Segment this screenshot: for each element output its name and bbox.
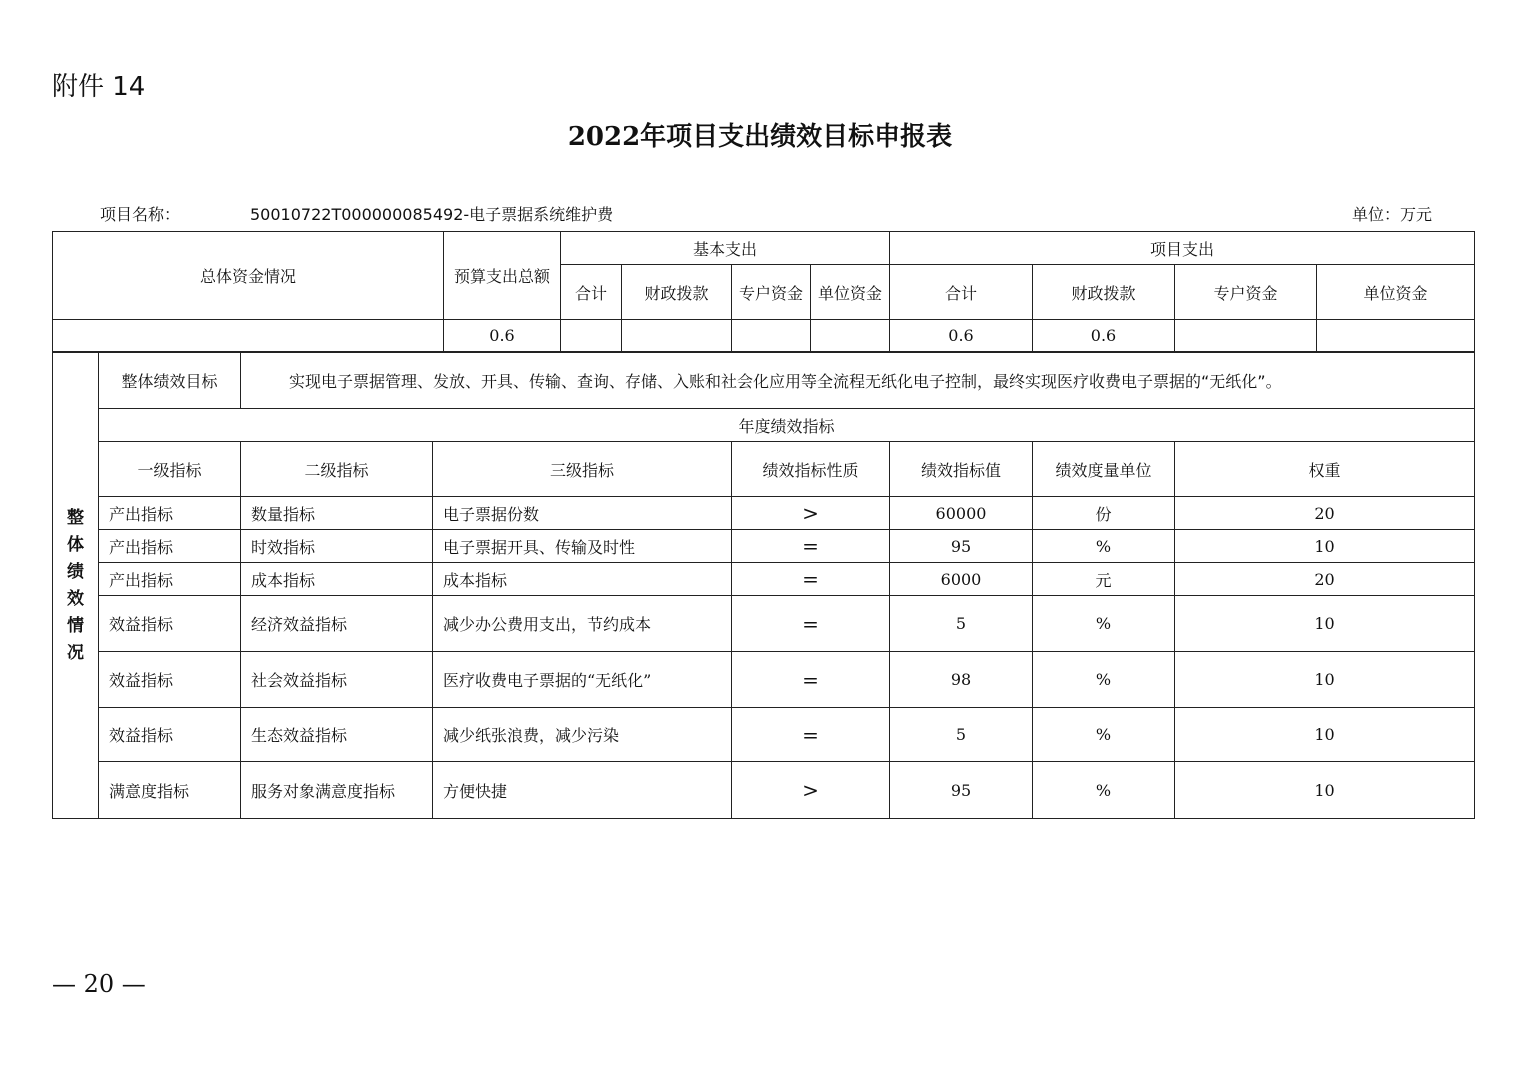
weight-cell: 10 [1175, 708, 1475, 762]
project-fiscal-header: 财政拨款 [1033, 265, 1175, 320]
basic-total-value [561, 320, 622, 352]
indicator-row [53, 596, 1475, 652]
nature-cell: = [732, 652, 890, 708]
basic-total-header: 合计 [561, 265, 622, 320]
level3-cell: 电子票据份数 [433, 497, 732, 530]
level3-cell: 减少纸张浪费，减少污染 [433, 708, 732, 762]
page-title: 2022年项目支出绩效目标申报表 [567, 122, 953, 152]
overall-funding-label: 总体资金情况 [53, 232, 444, 320]
level1-cell: 产出指标 [99, 497, 241, 530]
performance-table [52, 352, 1475, 819]
level2-cell: 服务对象满意度指标 [241, 762, 433, 819]
col-header-weight: 权重 [1175, 442, 1475, 497]
page-number: — 20 — [52, 970, 146, 998]
col-header-level1: 一级指标 [99, 442, 241, 497]
value-cell: 95 [890, 762, 1033, 819]
value-cell: 60000 [890, 497, 1033, 530]
project-total-value: 0.6 [890, 320, 1033, 352]
level3-cell: 减少办公费用支出，节约成本 [433, 596, 732, 652]
level1-cell: 产出指标 [99, 530, 241, 563]
basic-unit-header: 单位资金 [811, 265, 890, 320]
level2-cell: 生态效益指标 [241, 708, 433, 762]
col-header-level2: 二级指标 [241, 442, 433, 497]
nature-cell: = [732, 596, 890, 652]
basic-fiscal-value [622, 320, 732, 352]
weight-cell: 20 [1175, 497, 1475, 530]
indicator-row [53, 530, 1475, 563]
basic-fiscal-header: 财政拨款 [622, 265, 732, 320]
project-name-label: 项目名称： [100, 205, 181, 224]
nature-cell: > [732, 762, 890, 819]
unit-cell: % [1033, 530, 1175, 563]
overall-goal-text: 实现电子票据管理、发放、开具、传输、查询、存储、入账和社会化应用等全流程无纸化电子控制，最终实现医疗收费电子票据的“无纸化”。 [241, 353, 1475, 409]
overall-performance-side-label: 整体绩效情况 [53, 353, 99, 819]
level3-cell: 医疗收费电子票据的“无纸化” [433, 652, 732, 708]
unit-label: 单位：万元 [1352, 205, 1433, 224]
basic-expense-label: 基本支出 [561, 232, 890, 265]
weight-cell: 10 [1175, 652, 1475, 708]
level3-cell: 方便快捷 [433, 762, 732, 819]
nature-cell: > [732, 497, 890, 530]
col-header-unit: 绩效度量单位 [1033, 442, 1175, 497]
col-header-level3: 三级指标 [433, 442, 732, 497]
unit-cell: 元 [1033, 563, 1175, 596]
level2-cell: 社会效益指标 [241, 652, 433, 708]
basic-special-header: 专户资金 [732, 265, 811, 320]
value-cell: 6000 [890, 563, 1033, 596]
col-header-nature: 绩效指标性质 [732, 442, 890, 497]
unit-cell: % [1033, 708, 1175, 762]
indicator-row [53, 497, 1475, 530]
nature-cell: = [732, 708, 890, 762]
basic-unit-value [811, 320, 890, 352]
col-header-value: 绩效指标值 [890, 442, 1033, 497]
project-expense-label: 项目支出 [890, 232, 1475, 265]
level1-cell: 满意度指标 [99, 762, 241, 819]
indicator-row [53, 652, 1475, 708]
weight-cell: 10 [1175, 596, 1475, 652]
value-cell: 5 [890, 708, 1033, 762]
project-fiscal-value: 0.6 [1033, 320, 1175, 352]
level1-cell: 产出指标 [99, 563, 241, 596]
indicator-row [53, 563, 1475, 596]
indicator-row [53, 708, 1475, 762]
unit-cell: 份 [1033, 497, 1175, 530]
indicator-row [53, 762, 1475, 819]
project-unit-value [1317, 320, 1475, 352]
project-special-header: 专户资金 [1175, 265, 1317, 320]
level1-cell: 效益指标 [99, 652, 241, 708]
weight-cell: 10 [1175, 530, 1475, 563]
level2-cell: 数量指标 [241, 497, 433, 530]
project-special-value [1175, 320, 1317, 352]
weight-cell: 10 [1175, 762, 1475, 819]
unit-cell: % [1033, 652, 1175, 708]
unit-cell: % [1033, 596, 1175, 652]
unit-cell: % [1033, 762, 1175, 819]
level3-cell: 成本指标 [433, 563, 732, 596]
level3-cell: 电子票据开具、传输及时性 [433, 530, 732, 563]
funding-table [52, 231, 1475, 352]
level2-cell: 成本指标 [241, 563, 433, 596]
annual-indicators-label: 年度绩效指标 [99, 409, 1475, 442]
value-cell: 5 [890, 596, 1033, 652]
value-cell: 98 [890, 652, 1033, 708]
project-unit-header: 单位资金 [1317, 265, 1475, 320]
level1-cell: 效益指标 [99, 596, 241, 652]
value-cell: 95 [890, 530, 1033, 563]
level1-cell: 效益指标 [99, 708, 241, 762]
attachment-label: 附件 14 [52, 72, 146, 102]
nature-cell: = [732, 530, 890, 563]
budget-total-value: 0.6 [444, 320, 561, 352]
budget-total-label: 预算支出总额 [444, 232, 561, 320]
level2-cell: 经济效益指标 [241, 596, 433, 652]
overall-goal-label: 整体绩效目标 [99, 353, 241, 409]
weight-cell: 20 [1175, 563, 1475, 596]
overall-funding-blank [53, 320, 444, 352]
project-total-header: 合计 [890, 265, 1033, 320]
basic-special-value [732, 320, 811, 352]
level2-cell: 时效指标 [241, 530, 433, 563]
project-name-value: 50010722T000000085492-电子票据系统维护费 [250, 205, 614, 224]
nature-cell: = [732, 563, 890, 596]
